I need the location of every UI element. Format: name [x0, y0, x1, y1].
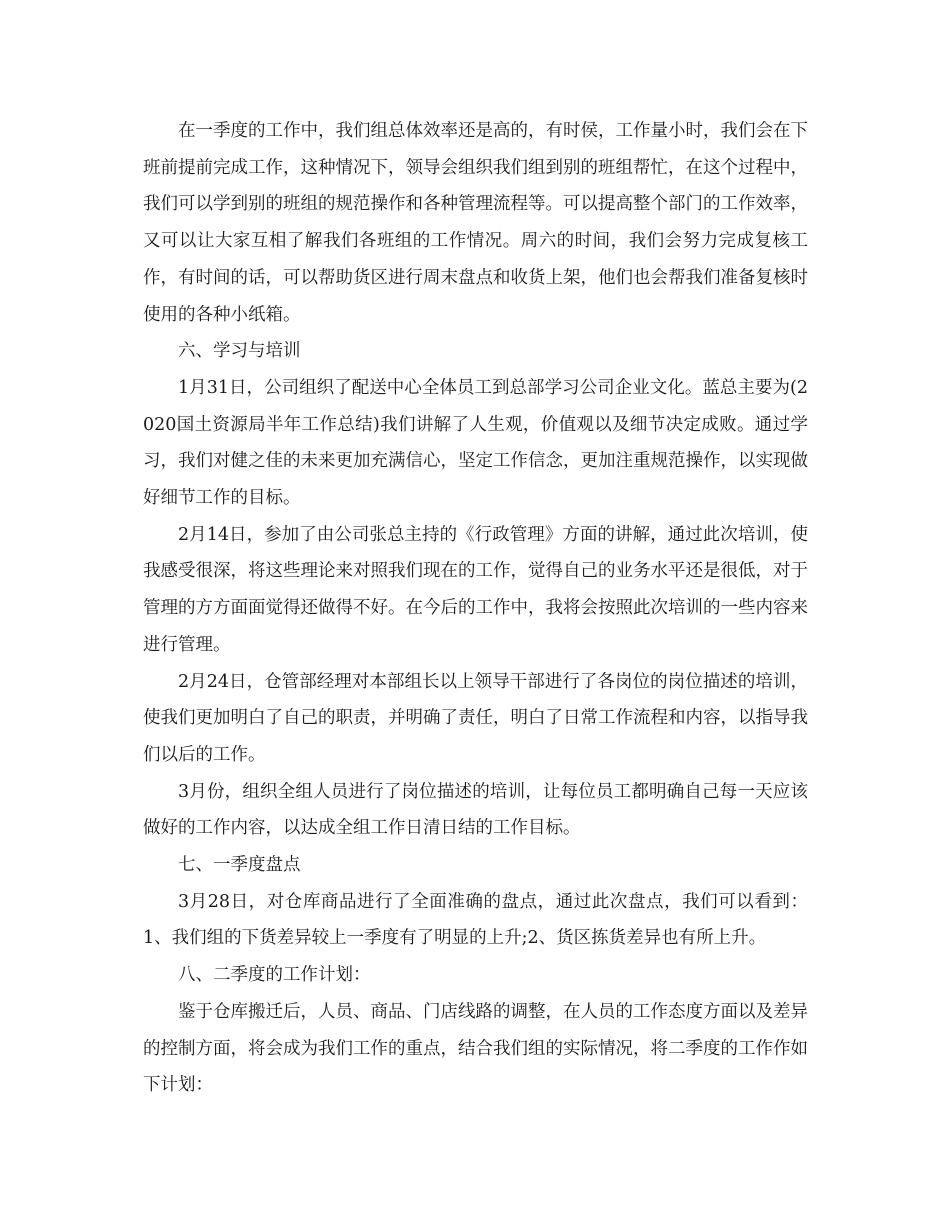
section-heading-q2-plan: 八、二季度的工作计划： — [178, 965, 371, 986]
paragraph-feb-24: 2月24日，仓管部经理对本部组长以上领导干部进行了各岗位的岗位描述的培训，使我们更加明白了自己的职责，并明确了责任，明白了日常工作流程和内容，以指导我们以后的工作。 — [143, 671, 808, 765]
document-body — [143, 113, 808, 1104]
paragraph-efficiency: 在一季度的工作中，我们组总体效率还是高的，有时侯，工作量小时，我们会在下班前提前完成工作，这种情况下，领导会组织我们组到别的班组帮忙，在这个过程中，我们可以学到别的班组的规范操作和各种管理流程等。可以提高整个部门的工作效率，又可以让大家互相了解我们各班组的工作情况。周六的时间，我们会努力完成复核工作，有时间的话，可以帮助货区进行周末盘点和收货上架，他们也会帮我们准备复核时使用的各种小纸箱。 — [143, 121, 808, 325]
paragraph-jan-31: 1月31日，公司组织了配送中心全体员工到总部学习公司企业文化。蓝总主要为(2020国土资源局半年工作总结)我们讲解了人生观，价值观以及细节决定成败。通过学习，我们对健之佳的未来更加充满信心，坚定工作信念，更加注重规范操作，以实现做好细节工作的目标。 — [143, 377, 808, 509]
section-heading-training: 六、学习与培训 — [178, 341, 301, 362]
paragraph-mar-28: 3月28日，对仓库商品进行了全面准确的盘点，通过此次盘点，我们可以看到：1、我们组的下货差异较上一季度有了明显的上升;2、货区拣货差异也有所上升。 — [143, 891, 808, 949]
paragraph-feb-14: 2月14日，参加了由公司张总主持的《行政管理》方面的讲解，通过此次培训，使我感受很深，将这些理论来对照我们现在的工作，觉得自己的业务水平还是很低，对于管理的方方面面觉得还做得不好。在今后的工作中，我将会按照此次培训的一些内容来进行管理。 — [143, 524, 808, 655]
paragraph-march: 3月份，组织全组人员进行了岗位描述的培训，让每位员工都明确自己每一天应该做好的工作内容，以达成全组工作日清日结的工作目标。 — [143, 781, 808, 839]
section-heading-inventory: 七、一季度盘点 — [178, 855, 301, 876]
paragraph-q2-plan: 鉴于仓库搬迁后，人员、商品、门店线路的调整，在人员的工作态度方面以及差异的控制方面，将会成为我们工作的重点，结合我们组的实际情况，将二季度的工作作如下计划： — [143, 1001, 808, 1096]
